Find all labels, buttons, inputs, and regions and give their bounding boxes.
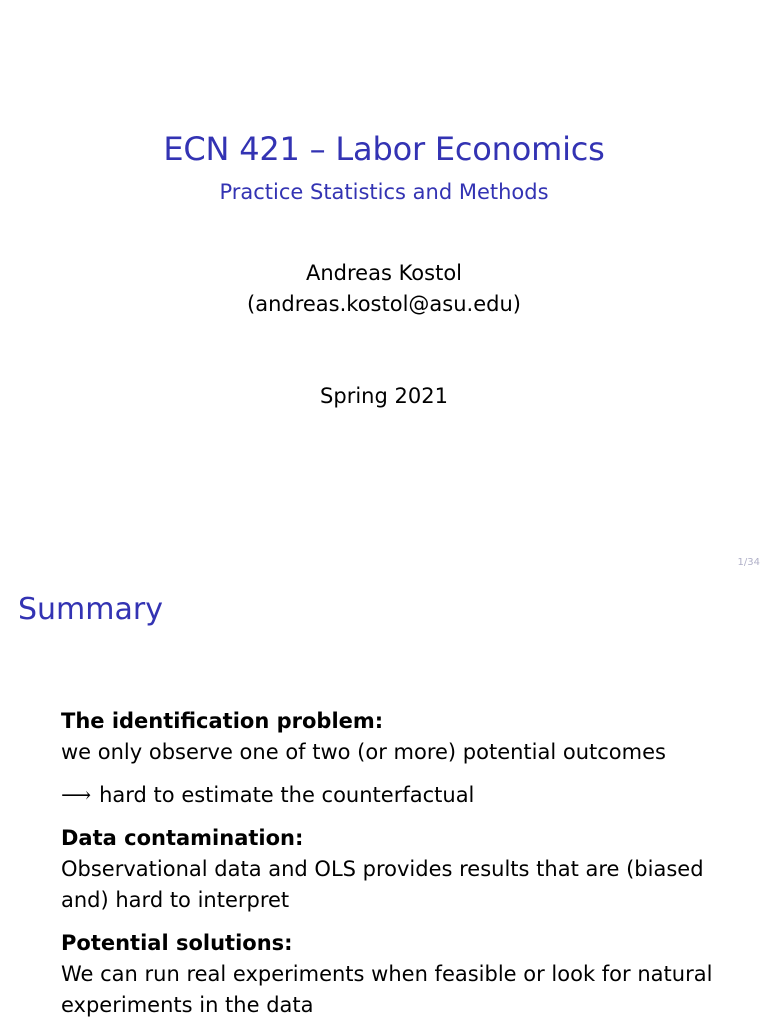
author-email: (andreas.kostol@asu.edu) xyxy=(247,292,521,316)
block-heading: Data contamination: xyxy=(61,826,304,850)
arrow-line xyxy=(61,780,728,811)
slide-title: Summary xyxy=(18,592,163,627)
presentation-title: ECN 421 – Labor Economics xyxy=(163,130,605,168)
block-heading: The identification problem: xyxy=(61,709,384,733)
slide-content xyxy=(61,706,728,1024)
block-text: Observational data and OLS provides results that are (biased and) hard to interpret xyxy=(61,857,704,912)
author-block xyxy=(0,258,768,320)
potential-solutions-block xyxy=(61,928,728,1021)
identification-problem-block xyxy=(61,706,728,811)
block-text: We can run real experiments when feasible or look for natural experiments in the data xyxy=(61,962,713,1017)
long-right-arrow-icon: ⟶ xyxy=(61,783,92,807)
data-contamination-block xyxy=(61,823,728,916)
arrow-text: hard to estimate the counterfactual xyxy=(99,783,475,807)
block-text: we only observe one of two (or more) potential outcomes xyxy=(61,740,666,764)
presentation-subtitle: Practice Statistics and Methods xyxy=(219,180,549,204)
block-heading: Potential solutions: xyxy=(61,931,293,955)
page-number: 1/34 xyxy=(737,557,760,568)
author-name: Andreas Kostol xyxy=(305,261,462,285)
presentation-date: Spring 2021 xyxy=(320,384,448,408)
summary-slide xyxy=(0,576,768,1024)
